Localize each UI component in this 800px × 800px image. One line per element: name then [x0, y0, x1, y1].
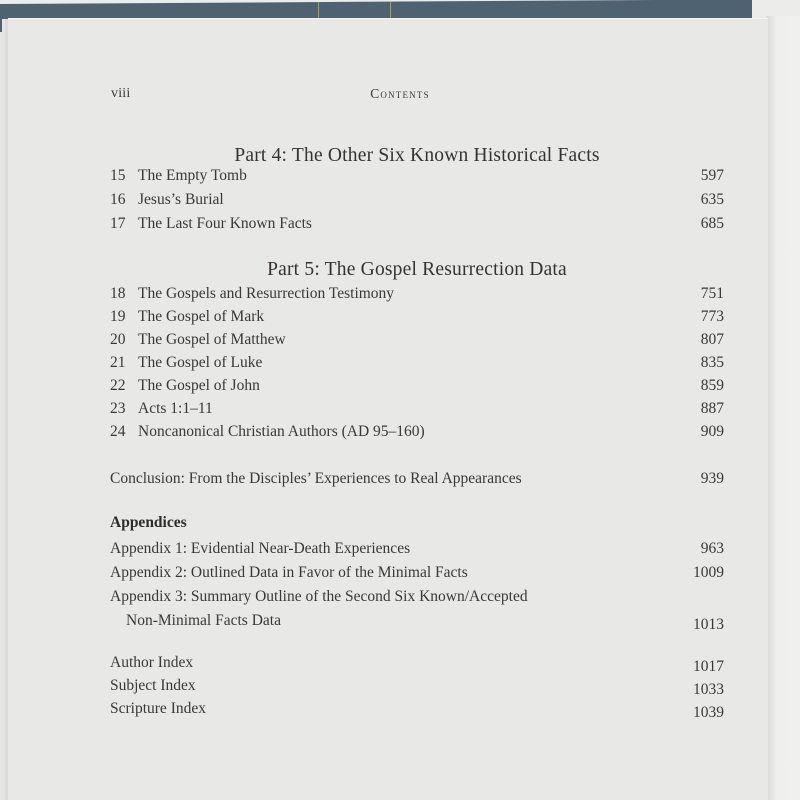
part-title: Part 5: The Gospel Resurrection Data: [267, 259, 567, 280]
page-number: 859: [700, 377, 724, 394]
chapter-number: 18: [110, 285, 126, 302]
page-number: 773: [700, 308, 724, 325]
page-number: 685: [700, 215, 724, 232]
page-stack-edge: [766, 16, 800, 800]
toc-entry[interactable]: [110, 306, 724, 328]
chapter-number: 22: [110, 377, 126, 394]
chapter-number: 20: [110, 331, 126, 348]
page-folio: viii: [111, 86, 131, 101]
chapter-number: 17: [110, 215, 126, 232]
toc-entry-appendix[interactable]: [110, 538, 724, 560]
toc-entry[interactable]: [110, 352, 724, 374]
toc-entry-appendix[interactable]: [110, 562, 724, 584]
page-number: 1013: [693, 616, 724, 633]
chapter-number: 16: [110, 191, 126, 208]
toc-entry[interactable]: [110, 189, 724, 211]
page-number: 1039: [693, 704, 724, 721]
appendix-title: Appendix 2: Outlined Data in Favor of the Minimal Facts: [110, 564, 468, 581]
toc-entry[interactable]: [110, 398, 724, 420]
index-title: Subject Index: [110, 677, 196, 694]
toc-entry-index[interactable]: [110, 698, 724, 720]
page-number: 835: [700, 354, 724, 371]
appendix-title-continuation: Non-Minimal Facts Data: [126, 612, 281, 629]
chapter-title: The Last Four Known Facts: [138, 215, 312, 232]
page-number: 1017: [693, 658, 724, 675]
toc-entry[interactable]: [110, 165, 724, 187]
chapter-number: 15: [110, 167, 126, 184]
toc-entry-appendix-continuation[interactable]: [110, 610, 724, 632]
chapter-title: The Gospel of John: [138, 377, 260, 394]
chapter-title: The Empty Tomb: [138, 167, 247, 184]
toc-entry-index[interactable]: [110, 652, 724, 674]
page-number: 807: [700, 331, 724, 348]
chapter-title: The Gospel of Luke: [138, 354, 263, 371]
chapter-number: 23: [110, 400, 126, 417]
chapter-title: Jesus’s Burial: [138, 191, 224, 208]
page-number: 909: [700, 423, 724, 440]
page-number: 963: [700, 540, 724, 557]
index-title: Author Index: [110, 654, 194, 671]
page-number: 1009: [693, 564, 724, 581]
page-number: 887: [700, 400, 724, 417]
toc-entry[interactable]: [110, 329, 724, 351]
part-title: Part 4: The Other Six Known Historical Facts: [234, 145, 600, 166]
chapter-title: Acts 1:1–11: [138, 400, 213, 417]
chapter-title: The Gospel of Mark: [138, 308, 265, 325]
chapter-number: 19: [110, 308, 126, 325]
toc-entry[interactable]: [110, 283, 724, 305]
appendix-title: Appendix 1: Evidential Near-Death Experiences: [110, 540, 411, 557]
toc-entry-conclusion[interactable]: [110, 468, 724, 490]
page-number: 635: [700, 191, 724, 208]
running-head: [0, 86, 800, 106]
conclusion-title: Conclusion: From the Disciples’ Experiences to Real Appearances: [110, 470, 522, 487]
chapter-title: Noncanonical Christian Authors (AD 95–160): [138, 423, 425, 440]
toc-entry[interactable]: [110, 375, 724, 397]
page-number: 1033: [693, 681, 724, 698]
chapter-number: 21: [110, 354, 126, 371]
chapter-number: 24: [110, 423, 126, 440]
running-head-title: Contents: [370, 86, 430, 101]
page-number: 597: [700, 167, 724, 184]
toc-entry-index[interactable]: [110, 675, 724, 697]
toc-entry[interactable]: [110, 213, 724, 235]
page-number: 939: [700, 470, 724, 487]
index-title: Scripture Index: [110, 700, 206, 717]
appendices-heading: Appendices: [110, 514, 187, 531]
chapter-title: The Gospels and Resurrection Testimony: [138, 285, 395, 302]
chapter-title: The Gospel of Matthew: [138, 331, 286, 348]
toc-entry-appendix[interactable]: [110, 586, 724, 608]
page-number: 751: [700, 285, 724, 302]
appendix-title: Appendix 3: Summary Outline of the Second Six Known/Accepted: [110, 588, 528, 605]
toc-entry[interactable]: [110, 421, 724, 443]
